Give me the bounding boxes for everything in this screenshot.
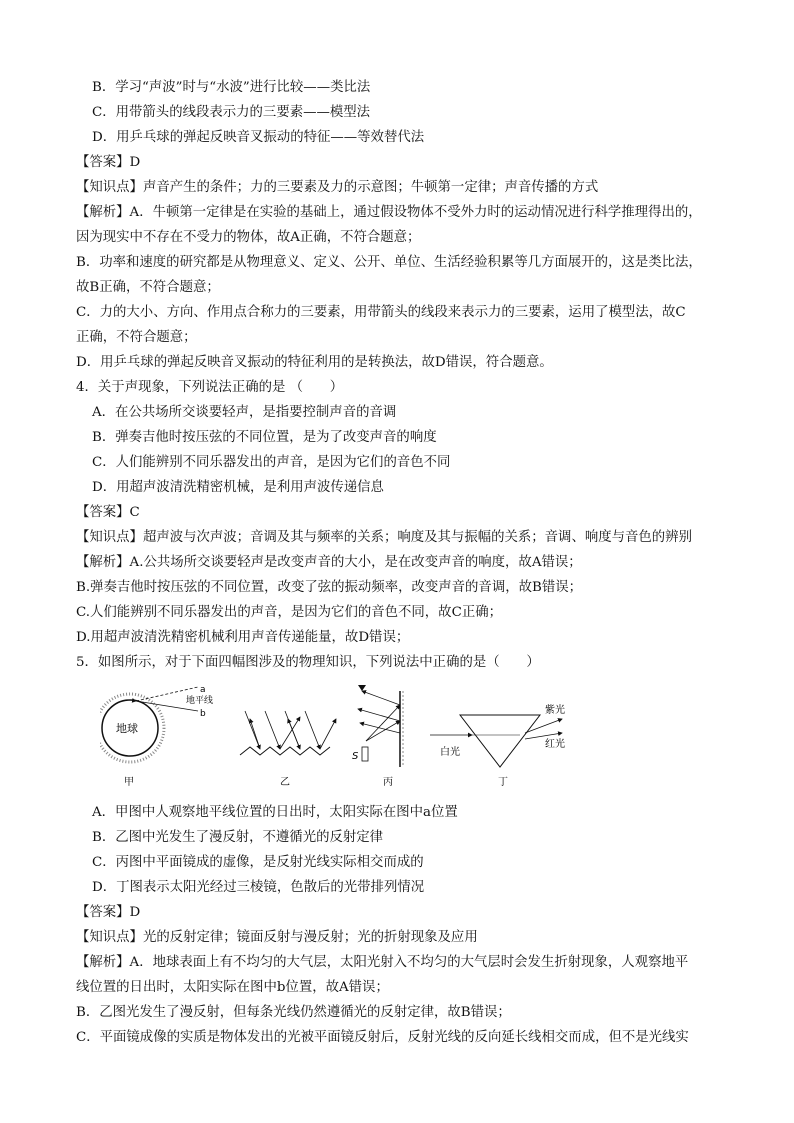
answer-q3: 【答案】D bbox=[76, 155, 141, 170]
prism-triangle bbox=[460, 715, 540, 767]
answer-q5: 【答案】D bbox=[76, 905, 141, 920]
horizon-label: 地平线 bbox=[186, 696, 214, 706]
caption-yi: 乙 bbox=[280, 777, 290, 788]
analysis-q3-line4: 故B正确，不符合题意； bbox=[76, 280, 220, 295]
option-b-q3: B．学习“声波”时与“水波”进行比较——类比法 bbox=[92, 80, 371, 95]
option-b-q4: B．弹奏吉他时按压弦的不同位置，是为了改变声音的响度 bbox=[92, 430, 437, 445]
option-c-q5: C．丙图中平面镜成的虚像，是反射光线实际相交而成的 bbox=[92, 855, 424, 870]
analysis-q5-line3: B．乙图光发生了漫反射，但每条光线仍然遵循光的反射定律，故B错误； bbox=[76, 1005, 511, 1020]
analysis-q4-line3: C.人们能辨别不同乐器发出的声音，是因为它们的音色不同，故C正确； bbox=[76, 605, 502, 620]
option-c-q3: C．用带箭头的线段表示力的三要素——模型法 bbox=[92, 105, 371, 120]
analysis-q3-line6: 正确，不符合题意； bbox=[76, 330, 197, 345]
analysis-q5-line2: 线位置的日出时，太阳实际在图中b位置，故A错误； bbox=[76, 980, 389, 995]
source-label: S bbox=[352, 751, 359, 762]
knowledge-q4: 【知识点】超声波与次声波；音调及其与频率的关系；响度及其与振幅的关系；音调、响度与音色的辨别 bbox=[76, 530, 692, 545]
figure-jia bbox=[100, 685, 213, 788]
violet-light-label: 紫光 bbox=[545, 705, 565, 716]
option-b-q5: B．乙图中光发生了漫反射，不遵循光的反射定律 bbox=[92, 830, 384, 845]
analysis-q5-line4: C．平面镜成像的实质是物体发出的光被平面镜反射后，反射光线的反向延长线相交而成，但不是光线实 bbox=[76, 1030, 689, 1045]
option-d-q3: D．用乒乓球的弹起反映音叉振动的特征——等效替代法 bbox=[92, 130, 425, 145]
figure-ding bbox=[430, 703, 565, 788]
candle-icon bbox=[362, 747, 368, 761]
figure-bing bbox=[352, 685, 403, 788]
knowledge-q5: 【知识点】光的反射定律；镜面反射与漫反射；光的折射现象及应用 bbox=[76, 930, 478, 945]
caption-bing: 丙 bbox=[383, 777, 393, 788]
analysis-q4-line1: 【解析】A.公共场所交谈要轻声是改变声音的大小，是在改变声音的响度，故A错误； bbox=[76, 555, 582, 570]
eye-icon bbox=[358, 685, 366, 691]
earth-label: 地球 bbox=[116, 722, 138, 735]
analysis-q4-line4: D.用超声波清洗精密机械利用声音传递能量，故D错误； bbox=[76, 630, 410, 645]
analysis-q3-line1: 【解析】A．牛顿第一定律是在实验的基础上，通过假设物体不受外力时的运动情况进行科学推理得出的， bbox=[76, 205, 702, 220]
figure-yi bbox=[240, 711, 336, 788]
label-a: a bbox=[200, 685, 206, 695]
analysis-q3-line7: D．用乒乓球的弹起反映音叉振动的特征利用的是转换法，故D错误，符合题意。 bbox=[76, 355, 553, 370]
rough-surface bbox=[240, 747, 330, 755]
label-b: b bbox=[200, 709, 206, 719]
option-c-q4: C．人们能辨别不同乐器发出的声音，是因为它们的音色不同 bbox=[92, 455, 451, 470]
analysis-q3-line3: B．功率和速度的研究都是从物理意义、定义、公开、单位、生活经验积累等几方面展开的，这是类比法， bbox=[76, 255, 702, 270]
white-light-label: 白光 bbox=[440, 747, 460, 758]
question-4-stem: 4．关于声现象，下列说法正确的是 （ ） bbox=[76, 380, 344, 395]
option-a-q5: A．甲图中人观察地平线位置的日出时，太阳实际在图中a位置 bbox=[92, 805, 458, 820]
analysis-q3-line5: C．力的大小、方向、作用点合称力的三要素，用带箭头的线段来表示力的三要素，运用了模型法，故C bbox=[76, 305, 686, 320]
question-5-stem: 5．如图所示，对于下面四幅图涉及的物理知识，下列说法中正确的是（ ） bbox=[76, 655, 540, 670]
caption-jia: 甲 bbox=[124, 777, 134, 788]
red-light-label: 红光 bbox=[545, 739, 565, 750]
analysis-q4-line2: B.弹奏吉他时按压弦的不同位置，改变了弦的振动频率，改变声音的音调，故B错误； bbox=[76, 580, 582, 595]
analysis-q5-line1: 【解析】A．地球表面上有不均匀的大气层，太阳光射入不均匀的大气层时会发生折射现象，人观察地平 bbox=[76, 955, 689, 970]
answer-q4: 【答案】C bbox=[76, 505, 140, 520]
caption-ding: 丁 bbox=[498, 777, 508, 788]
option-d-q4: D．用超声波清洗精密机械，是利用声波传递信息 bbox=[92, 480, 384, 495]
option-a-q4: A．在公共场所交谈要轻声，是指要控制声音的音调 bbox=[92, 405, 397, 420]
option-d-q5: D．丁图表示太阳光经过三棱镜，色散后的光带排列情况 bbox=[92, 880, 425, 895]
optics-figure bbox=[100, 683, 570, 793]
knowledge-q3: 【知识点】声音产生的条件；力的三要素及力的示意图；牛顿第一定律；声音传播的方式 bbox=[76, 180, 599, 195]
analysis-q3-line2: 因为现实中不存在不受力的物体，故A正确，不符合题意； bbox=[76, 230, 421, 245]
